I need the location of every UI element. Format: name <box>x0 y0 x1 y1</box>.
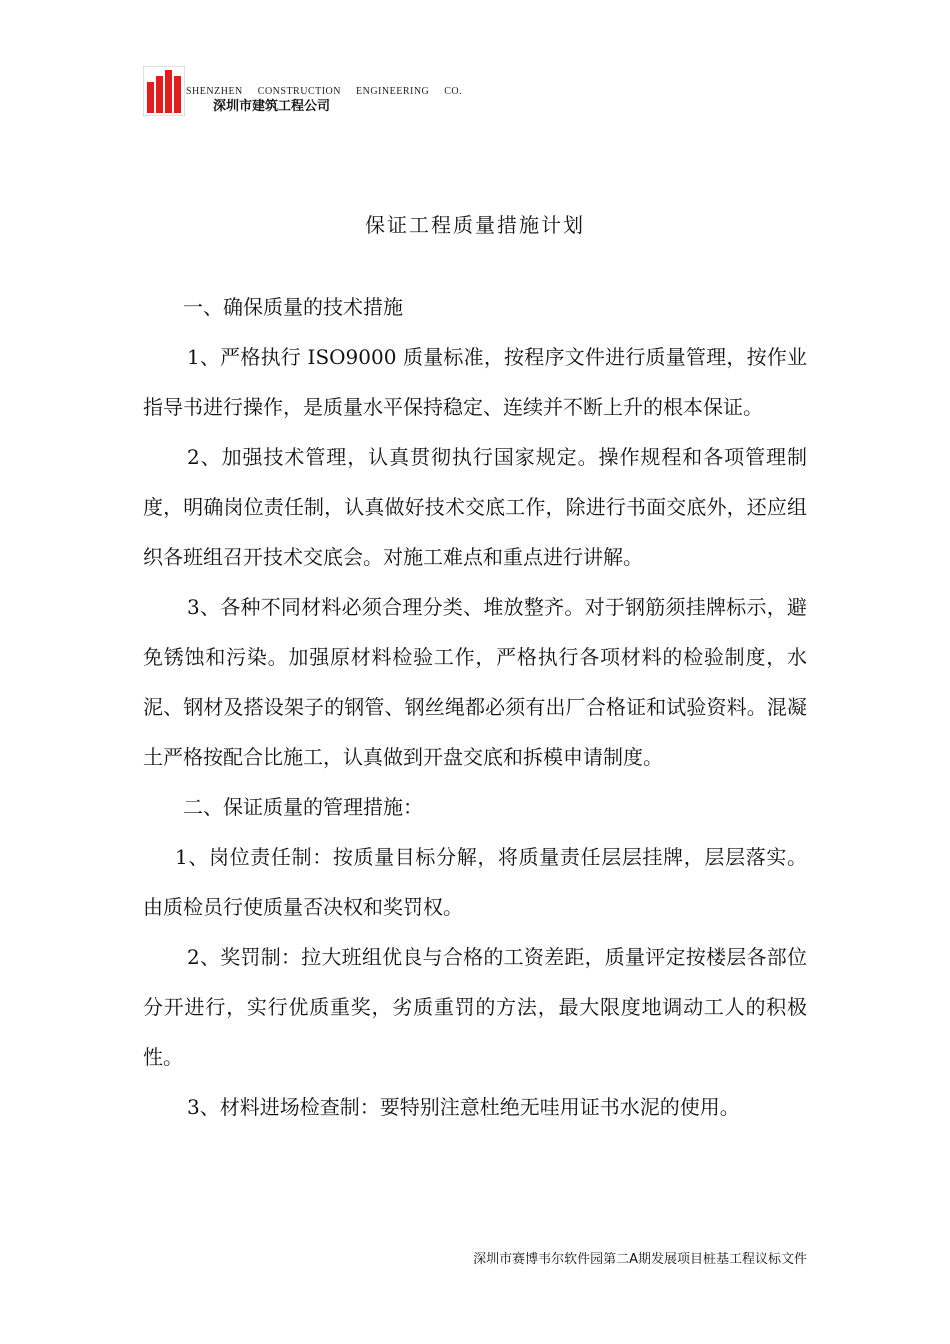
paragraph: 1、严格执行 ISO9000 质量标准，按程序文件进行质量管理，按作业指导书进行操作，是质量水平保持稳定、连续并不断上升的根本保证。 <box>143 345 807 419</box>
logo-bar <box>165 70 172 113</box>
document-title: 保证工程质量措施计划 <box>365 213 585 237</box>
section-heading: 二、保证质量的管理措施： <box>183 795 423 819</box>
page-footer: 深圳市赛博韦尔软件园第二A期发展项目桩基工程议标文件 <box>473 1252 807 1267</box>
paragraph: 3、材料进场检查制：要特别注意杜绝无哇用证书水泥的使用。 <box>187 1095 740 1119</box>
paragraph: 3、各种不同材料必须合理分类、堆放整齐。对于钢筋须挂牌标示，避免锈蚀和污染。加强原材料检验工作，严格执行各项材料的检验制度，水泥、钢材及搭设架子的钢管、钢丝绳都必须有出厂合格证和试验资料。混凝土严格按配合比施工，认真做到开盘交底和拆模申请制度。 <box>143 595 807 769</box>
logo-bar <box>147 82 154 113</box>
section-heading: 一、确保质量的技术措施 <box>183 295 403 319</box>
logo-bar <box>156 76 163 113</box>
logo-bar <box>174 76 181 113</box>
paragraph: 1、岗位责任制：按质量目标分解，将质量责任层层挂牌，层层落实。由质检员行使质量否决权和奖罚权。 <box>143 845 807 919</box>
company-name-en: SHENZHEN CONSTRUCTION ENGINEERING CO. <box>186 86 463 97</box>
company-name-cn: 深圳市建筑工程公司 <box>213 99 331 114</box>
paragraph: 2、奖罚制：拉大班组优良与合格的工资差距，质量评定按楼层各部位分开进行，实行优质重奖，劣质重罚的方法，最大限度地调动工人的积极性。 <box>143 945 807 1069</box>
company-logo <box>143 66 185 116</box>
paragraph: 2、加强技术管理，认真贯彻执行国家规定。操作规程和各项管理制度，明确岗位责任制，认真做好技术交底工作，除进行书面交底外，还应组织各班组召开技术交底会。对施工难点和重点进行讲解。 <box>143 445 807 569</box>
document-body <box>143 282 807 1132</box>
